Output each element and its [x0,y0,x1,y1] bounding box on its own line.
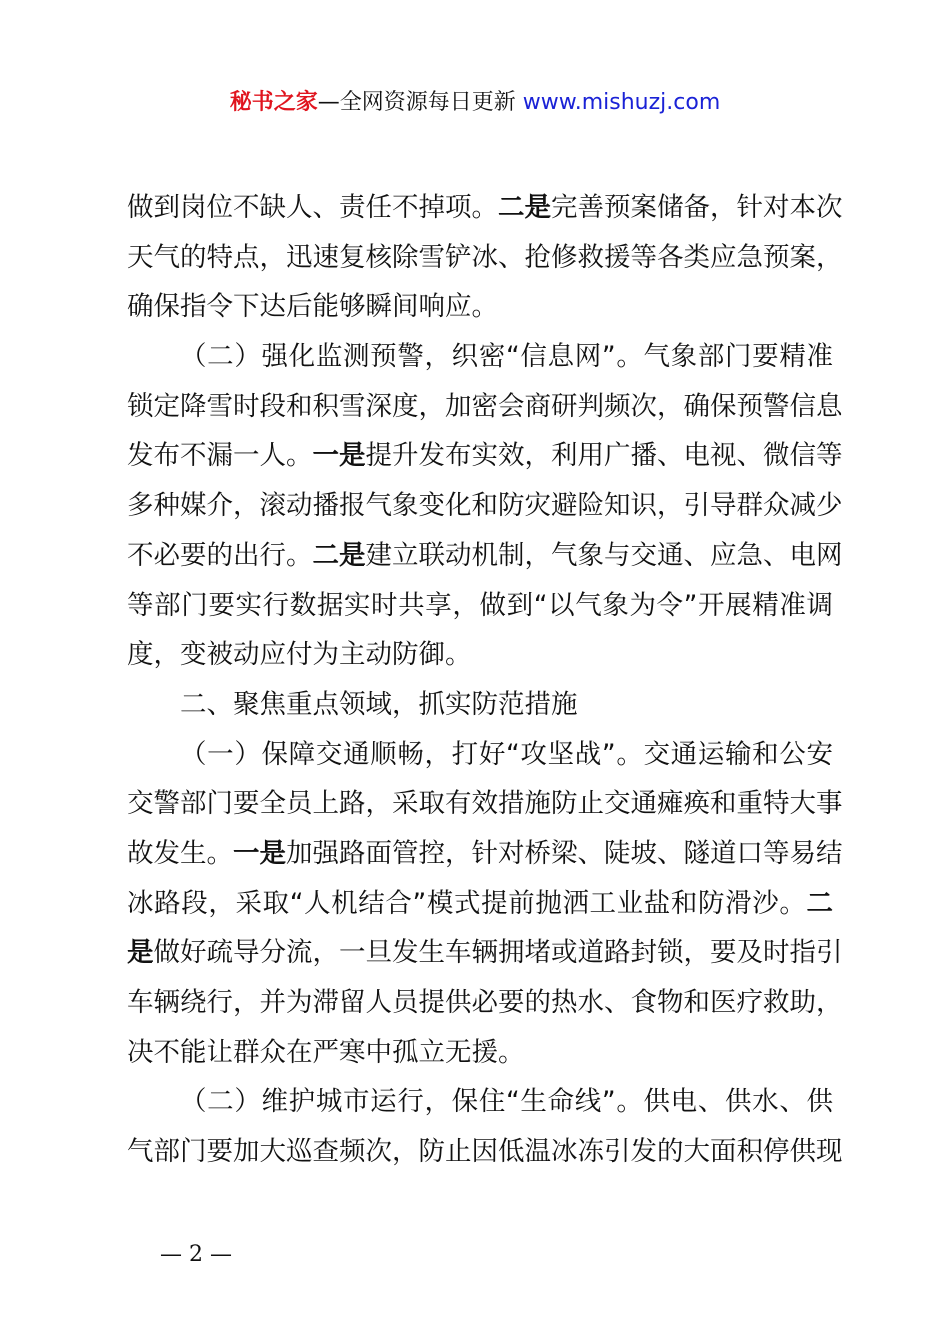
text-segment: 发布不漏一人。 [127,440,313,472]
text-line [127,1028,833,1078]
text-segment: （二）强化监测预警，织密“信息网”。气象部门要精准 [180,341,833,373]
text-segment: 提升发布实效，利用广播、电视、微信等 [365,440,843,472]
text-line [127,233,843,283]
text-line [127,382,843,432]
text-line [127,829,843,879]
text-line [127,680,833,730]
text-segment: 冰路段，采取“人机结合”模式提前抛洒工业盐和防滑沙。 [127,887,807,919]
text-line [127,978,843,1028]
text-line [127,1077,833,1127]
text-line [127,1127,843,1177]
text-segment: 故发生。 [127,837,233,869]
text-segment: （一）保障交通顺畅，打好“攻坚战”。交通运输和公安 [180,738,833,770]
text-segment: 二、聚焦重点领域，抓实防范措施 [180,688,578,720]
text-segment: 交警部门要全员上路，采取有效措施防止交通瘫痪和重特大事 [127,788,843,820]
text-segment: 做到岗位不缺人、责任不掉项。 [127,192,498,223]
text-line [127,282,833,332]
brand-name: 秘书之家 [229,90,318,115]
bold-lead-phrase: 二 [806,887,833,919]
text-line [127,183,843,233]
text-segment: 做好疏导分流，一旦发生车辆拥堵或道路封锁，要及时指引 [153,937,843,969]
banner-slogan: —全网资源每日更新 [317,90,523,115]
text-segment: 锁定降雪时段和积雪深度，加密会商研判频次，确保预警信息 [127,390,843,422]
text-line [127,332,833,382]
text-line [127,531,843,581]
text-segment: 气部门要加大巡查频次，防止因低温冰冻引发的大面积停供现 [127,1136,843,1168]
site-banner [0,88,950,118]
text-segment: 天气的特点，迅速复核除雪铲冰、抢修救援等各类应急预案， [127,241,843,273]
text-line [127,928,843,978]
text-segment: （二）维护城市运行，保住“生命线”。供电、供水、供 [180,1086,833,1118]
bold-lead-phrase: 二是 [498,192,551,223]
text-segment: 等部门要实行数据实时共享，做到“以气象为令”开展精准调 [127,589,833,621]
site-url-link[interactable]: www.mishuzj.com [522,90,721,115]
text-line [127,879,833,929]
text-segment: 加强路面管控，针对桥梁、陡坡、隧道口等易结 [286,837,843,869]
text-segment: 多种媒介，滚动播报气象变化和防灾避险知识，引导群众减少 [127,490,843,522]
document-body [127,183,843,1177]
text-segment: 确保指令下达后能够瞬间响应。 [127,291,498,323]
bold-lead-phrase: 一是 [312,440,366,472]
text-segment: 车辆绕行，并为滞留人员提供必要的热水、食物和医疗救助， [127,987,843,1018]
text-line [127,779,843,829]
text-segment: 不必要的出行。 [127,539,313,571]
text-segment: 建立联动机制，气象与交通、应急、电网 [365,539,843,571]
text-segment: 度，变被动应付为主动防御。 [127,639,472,671]
text-line [127,481,843,531]
text-segment: 完善预案储备，针对本次 [551,192,843,223]
text-line [127,730,833,780]
page-number: — 2 — [160,1242,232,1267]
text-segment: 决不能让群众在严寒中孤立无援。 [127,1036,525,1068]
text-line [127,431,843,481]
text-line [127,630,833,680]
text-line [127,581,833,631]
bold-lead-phrase: 是 [127,937,154,969]
bold-lead-phrase: 一是 [233,837,286,869]
bold-lead-phrase: 二是 [312,539,366,571]
